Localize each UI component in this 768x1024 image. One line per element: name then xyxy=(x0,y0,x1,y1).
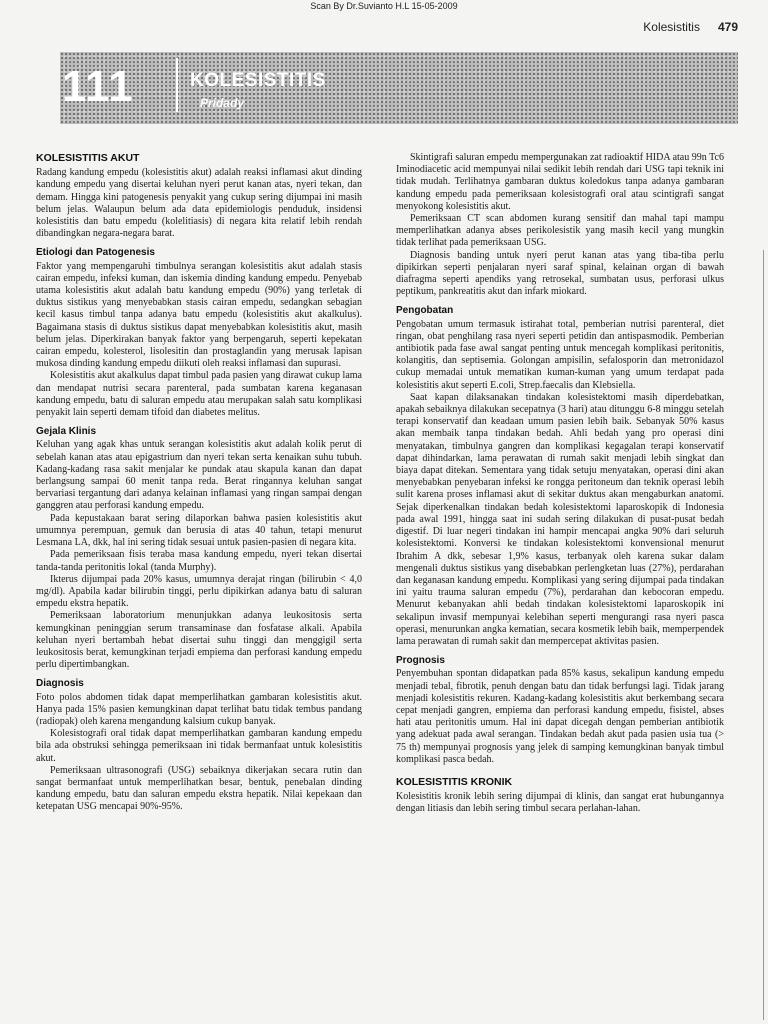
page-number: 479 xyxy=(717,20,738,34)
paragraph: Diagnosis banding untuk nyeri perut kanan atas yang tiba-tiba perlu dipikirkan seperti penjalaran nyeri saraf spinal, kelainan organ di bawah diafragma seperti apendiks yang retrosekal, sumbatan usus, perforasi ulkus peptikum, pankreatitis akut dan infark miokard. xyxy=(396,249,724,298)
paragraph: Ikterus dijumpai pada 20% kasus, umumnya derajat ringan (bilirubin < 4,0 mg/dl). Apabila kadar bilirubin tinggi, perlu dipikirkan adanya batu di saluran empedu ekstra hepatik. xyxy=(36,573,362,610)
left-column xyxy=(36,152,362,814)
paragraph: Faktor yang mempengaruhi timbulnya serangan kolesistitis akut adalah stasis cairan empedu, infeksi kuman, dan iskemia dinding kandung empedu. Penyebab utama kolesistitis akut adalah batu kandung empedu (90%) yang terletak di duktus sistikus yang menyebabkan stasis cairan empedu, sedangkan sebagian kecil kasus timbul tanpa adanya batu empedu (kolesistitis akut akalkulus). Bagaimana stasis di duktus sistikus dapat menyebabkan kolesistitis akut, masih belum jelas. Diperkirakan banyak faktor yang berpengaruh, seperti kepekatan cairan empedu, kolesterol, lisolesitin dan prostaglandin yang merusak lapisan mukosa dinding kandung empedu diikuti oleh reaksi inflamasi dan supurasi. xyxy=(36,260,362,370)
subheading-prognosis: Prognosis xyxy=(396,655,445,667)
paragraph: Kolesistitis akut akalkulus dapat timbul pada pasien yang dirawat cukup lama dan mendapat nutrisi secara parenteral, pada sumbatan karena keganasan kandung empedu, batu di saluran empedu atau merupakan salah satu komplikasi penyakit lain seperti demam tifoid dan diabetes melitus. xyxy=(36,370,362,419)
running-title: Kolesistitis xyxy=(643,20,700,34)
page-edge-line xyxy=(763,250,764,1020)
paragraph: Radang kandung empedu (kolesistitis akut) adalah reaksi inflamasi akut dinding kandung empedu yang disertai keluhan nyeri perut kanan atas, nyeri tekan, dan demam. Hingga kini patogenesis penyakit yang cukup sering dijumpai ini masih belum jelas. Walaupun belum ada data epidemiologis penduduk, insidensi kolesistitis dan batu empedu (kolelitiasis) di negara kita relatif lebih rendah dibandingkan negara-negara barat. xyxy=(36,167,362,240)
paragraph: Foto polos abdomen tidak dapat memperlihatkan gambaran kolesistitis akut. Hanya pada 15% pasien kemungkinan dapat terlihat batu tidak tembus pandang (radiopak) oleh karena mengandung kalsium cukup banyak. xyxy=(36,691,362,727)
subheading-etiologi: Etiologi dan Patogenesis xyxy=(36,247,155,259)
paragraph: Skintigrafi saluran empedu mempergunakan zat radioaktif HIDA atau 99n Tc6 Iminodiacetic acid mempunyai nilai sedikit lebih rendah dari USG tapi teknik ini tidak mudah. Terlihatnya gambaran duktus koledokus tanpa adanya gambaran kandung empedu pada pemeriksaan kolesistografi oral atau scintigrafi sangat menyokong kolesistitis akut. xyxy=(396,152,724,212)
paragraph: Penyembuhan spontan didapatkan pada 85% kasus, sekalipun kandung empedu menjadi tebal, fibrotik, penuh dengan batu dan tidak berfungsi lagi. Tidak jarang menjadi kolesistitis rekuren. Kadang-kadang kolesistitis akut berkembang secara cepat menjadi gangren, empiema dan perforasi kandung empedu, fisistel, abses hati atau peritonitis umum. Hal ini dapat dicegah dengan pemberian antibiotik yang adekuat pada awal serangan. Tindakan bedah akut pada pasien usia tua (> 75 th) mempunyai prognosis yang jelek di samping kemungkinan banyak timbul komplikasi pasca bedah. xyxy=(396,668,724,765)
paragraph: Pengobatan umum termasuk istirahat total, pemberian nutrisi parenteral, diet ringan, obat penghilang rasa nyeri seperti petidin dan antispasmodik. Pemberian antibiotik pada fase awal sangat penting untuk mencegah komplikasi peritonitis, kolangitis, dan septisemia. Golongan ampisilin, sefalosporin dan metronidazol cukup memadai untuk mematikan kuman-kuman yang umum terdapat pada kolesistitis akut seperti E.coli, Strep.faecalis dan Klebsiella. xyxy=(396,318,724,391)
chapter-title: KOLESISTITIS xyxy=(190,70,326,91)
paragraph: Pemeriksaan ultrasonografi (USG) sebaiknya dikerjakan secara rutin dan sangat bermanfaat untuk memperlihatkan besar, bentuk, penebalan dinding kandung empedu, batu dan saluran empedu ekstra hepatik. Nilai kepekaan dan ketepatan USG mencapai 90%-95%. xyxy=(36,764,362,813)
right-column xyxy=(396,152,724,816)
subheading-gejala: Gejala Klinis xyxy=(36,426,97,438)
paragraph: Kolesistografi oral tidak dapat memperlihatkan gambaran kandung empedu bila ada obstruksi sehingga pemeriksaan ini tidak bermanfaat untuk kolesistitis akut. xyxy=(36,728,362,764)
paragraph: Keluhan yang agak khas untuk serangan kolesistitis akut adalah kolik perut di sebelah kanan atas atau epigastrium dan nyeri tekan serta kenaikan suhu tubuh. Kadang-kadang rasa sakit menjalar ke pundak atau skapula kanan dan dapat berlangsung sampai 60 menit tanpa reda. Berat ringannya keluhan sangat bervariasi tergantung dari adanya kelainan inflamasi yang ringan sampai dengan ganggren atau perforasi kandung empedu. xyxy=(36,439,362,512)
banner-divider xyxy=(176,58,178,112)
paragraph: Saat kapan dilaksanakan tindakan kolesistektomi masih diperdebatkan, apakah sebaiknya dilakukan secepatnya (3 hari) atau ditunggu 6-8 minggu setelah terapi konservatif dan keadaan umum pasien lebih baik. Sebanyak 50% kasus akan membaik tanpa tindakan bedah. Ahli bedah yang pro operasi dini menyatakan, timbulnya gangren dan komplikasi kegagalan terapi konservatif dapat dihindarkan, lama perawatan di rumah sakit menjadi lebih singkat dan biaya dapat ditekan. Sementara yang tidak setuju menyatakan, operasi dini akan menyebabkan penyebaran infeksi ke rongga peritoneum dan teknik operasi lebih sulit karena proses inflamasi akut di sekitar duktus akan mengaburkan anatomi. Sejak diperkenalkan tindakan bedah kolesistektomi laparoskopik di Indonesia pada awal 1991, hingga saat ini sudah sering dilakukan di pusat-pusat bedah digestif. Di luar negeri tindakan ini hampir mencapai angka 90% dari seluruh kolesistektomi. Konversi ke tindakan kolesistektomi konvensional menurut Ibrahim A dkk, sebesar 1,9% kasus, terbanyak oleh karena sukar dalam mengenali duktus sistikus yang disebabkan perlengketan luas (27%), perdarahan dan keganasan kandung empedu. Komplikasi yang sering dijumpai pada tindakan ini yaitu trauma saluran empedu (7%), perdarahan dan kebocoran empedu. Menurut kebanyakan ahli bedah tindakan kolesistektomi laparoskopik ini sekalipun invasif mempunyai kelebihan seperti mengurangi rasa nyeri pasca operasi, menurunkan angka kematian, secara kosmetik lebih baik, memperpendek lama perawatan di rumah sakit dan mempercepat aktivitas pasien. xyxy=(396,391,724,647)
scan-credit: Scan By Dr.Suvianto H.L 15-05-2009 xyxy=(310,1,458,11)
paragraph: Pada kepustakaan barat sering dilaporkan bahwa pasien kolesistitis akut umumnya perempuan, gemuk dan berusia di atas 40 tahun, tetapi menurut Lesmana LA, dkk, hal ini sering tidak sesuai untuk pasien-pasien di negara kita. xyxy=(36,512,362,549)
section-heading-akut: KOLESISTITIS AKUT xyxy=(36,152,140,164)
section-heading-kronik: KOLESISTITIS KRONIK xyxy=(396,775,513,788)
running-header xyxy=(643,20,738,34)
chapter-banner xyxy=(60,52,738,124)
chapter-number: 111 xyxy=(62,62,134,111)
chapter-author: Pridady xyxy=(200,96,245,110)
paragraph: Pada pemeriksaan fisis teraba masa kandung empedu, nyeri tekan disertai tanda-tanda peritonitis lokal (tanda Murphy). xyxy=(36,549,362,573)
subheading-diagnosis: Diagnosis xyxy=(36,678,84,690)
subheading-pengobatan: Pengobatan xyxy=(396,305,454,317)
paragraph: Pemeriksaan CT scan abdomen kurang sensitif dan mahal tapi mampu memperlihatkan adanya abses perikolesistik yang masih kecil yang mungkin tidak terlihat pada pemeriksaan USG. xyxy=(396,213,724,249)
paragraph: Pemeriksaan laboratorium menunjukkan adanya leukositosis serta kemungkinan peninggian serum transaminase dan fosfatase alkali. Apabila keluhan nyeri bertambah hebat disertai suhu tinggi dan menggigil serta leukositosis berat, kemungkinan terjadi empiema dan perforasi kandung empedu perlu dipertimbangkan. xyxy=(36,610,362,671)
paragraph: Kolesistitis kronik lebih sering dijumpai di klinis, dan sangat erat hubungannya dengan litiasis dan lebih sering timbul secara perlahan-lahan. xyxy=(396,791,724,815)
